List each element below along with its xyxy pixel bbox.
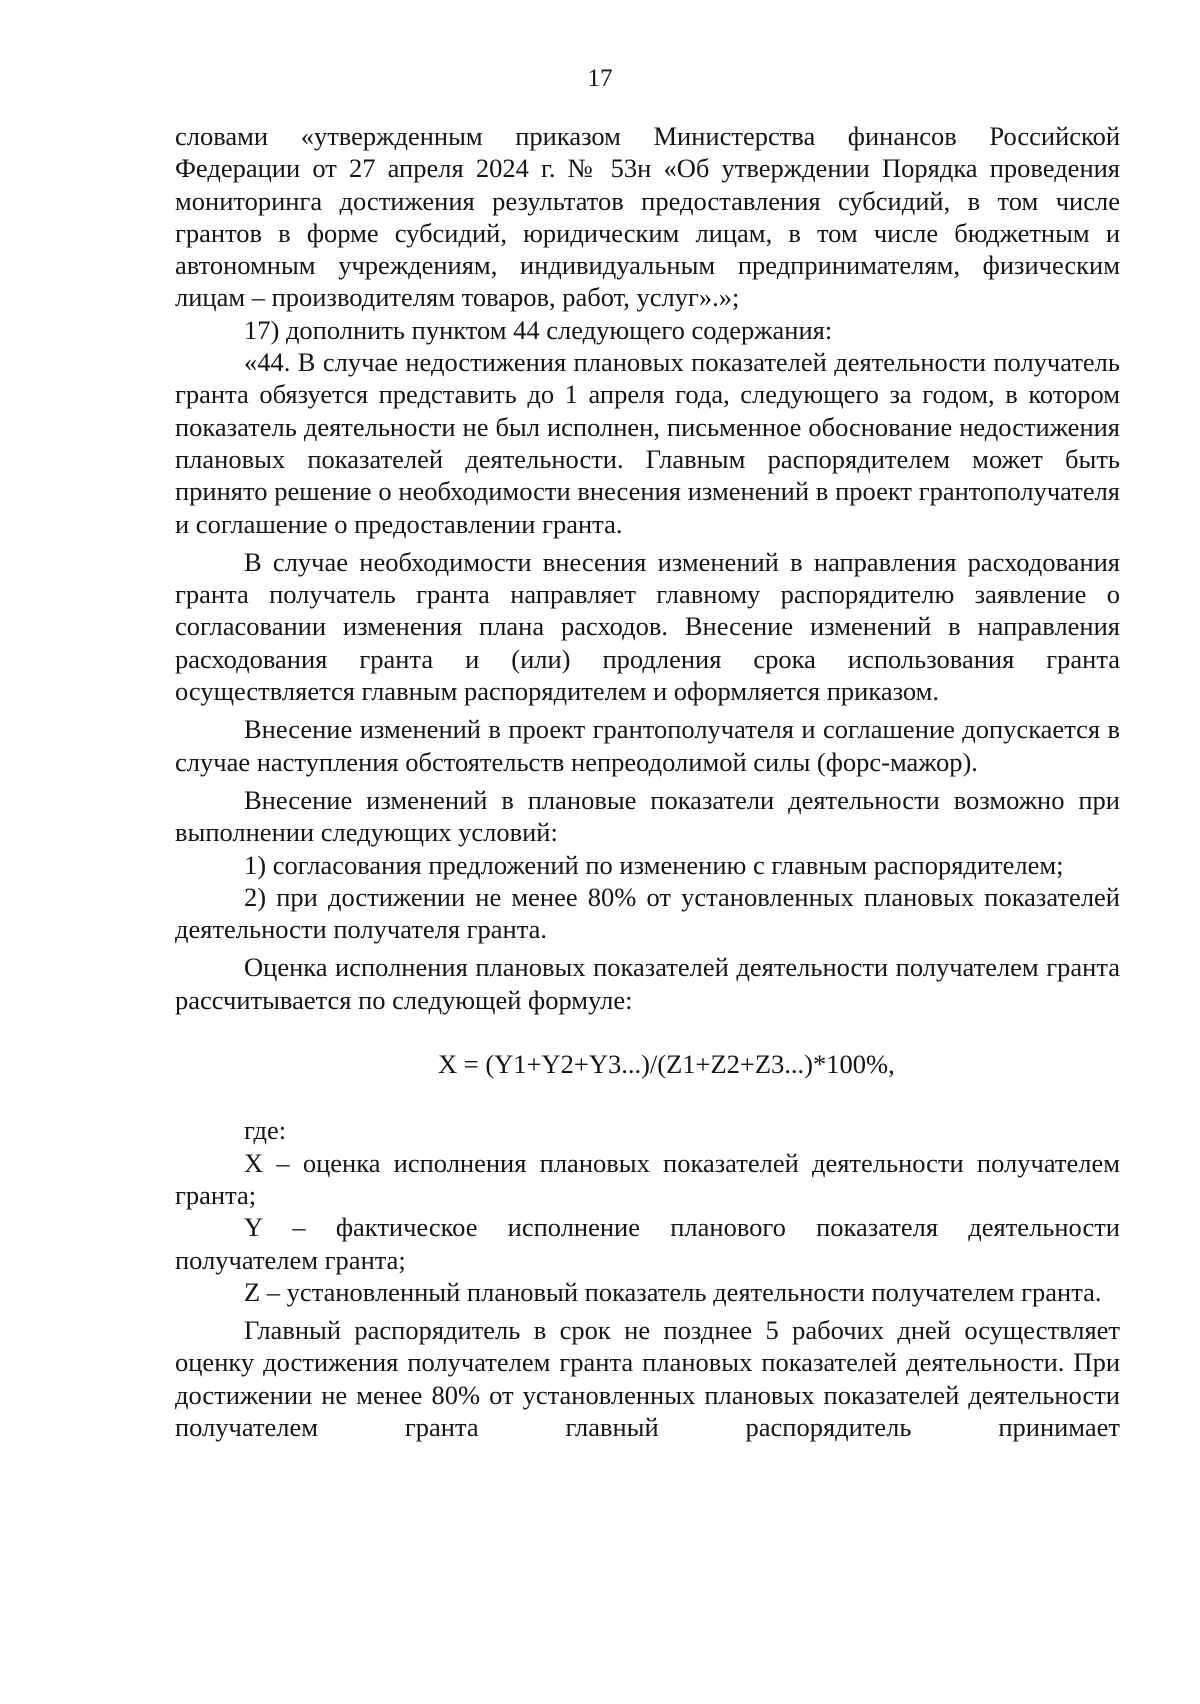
document-body [175, 120, 1120, 1443]
definition-y: Y – фактическое исполнение планового показателя деятельности получателем гранта; [175, 1212, 1120, 1275]
page-number: 17 [587, 65, 613, 92]
list-item-condition-1: 1) согласования предложений по изменению с главным распорядителем; [244, 849, 1064, 880]
paragraph-item-17: 17) дополнить пунктом 44 следующего содержания: [244, 314, 833, 345]
definition-z: Z – установленный плановый показатель деятельности получателем гранта. [244, 1276, 1102, 1307]
paragraph-amendment-words: словами «утвержденным приказом Министерства финансов Российской Федерации от 27 апреля 2024 г. № 53н «Об утверждении Порядка проведения мониторинга достижения результатов предоставления субсидий, в том числе грантов в форме субсидий, юридическим лицам, в том числе бюджетным и автономным учреждениям, индивидуальным предпринимателям, физическим лицам – производителям товаров, работ, услуг».»; [175, 121, 1120, 313]
paragraph-force-majeure: Внесение изменений в проект грантополучателя и соглашение допускается в случае наступления обстоятельств непреодолимой силы (форс-мажор). [175, 714, 1120, 777]
paragraph-formula-intro: Оценка исполнения плановых показателей деятельности получателем гранта рассчитывается по следующей формуле: [175, 952, 1120, 1015]
paragraph-where: где: [244, 1115, 287, 1146]
definition-x: X – оценка исполнения плановых показателей деятельности получателем гранта; [175, 1147, 1120, 1210]
paragraph-conditions-intro: Внесение изменений в плановые показатели деятельности возможно при выполнении следующих условий: [175, 784, 1120, 848]
paragraph-point-44: «44. В случае недостижения плановых показателей деятельности получатель гранта обязуется представить до 1 апреля года, следующего за годом, в котором показатель деятельности не был исполнен, письменное обоснование недостижения плановых показателей деятельности. Главным распорядителем может быть принято решение о необходимости внесения изменений в проект грантополучателя и соглашение о предоставлении гранта. [175, 347, 1120, 539]
list-item-condition-2: 2) при достижении не менее 80% от установленных плановых показателей деятельности получателя гранта. [175, 881, 1120, 945]
paragraph-expense-changes: В случае необходимости внесения изменений в направления расходования гранта получатель гранта направляет главному распорядителю заявление о согласовании изменения плана расходов. Внесение изменений в направления расходования гранта и (или) продления срока использования гранта осуществляется главным распорядителем и оформляется приказом. [175, 546, 1120, 707]
formula: X = (Y1+Y2+Y3...)/(Z1+Z2+Z3...)*100%, [438, 1049, 895, 1080]
paragraph-assessment: Главный распорядитель в срок не позднее 5 рабочих дней осуществляет оценку достижения получателем гранта плановых показателей деятельности. При достижении не менее 80% от установленных плановых показателей деятельности получателем гранта главный распорядитель принимает [175, 1315, 1120, 1442]
